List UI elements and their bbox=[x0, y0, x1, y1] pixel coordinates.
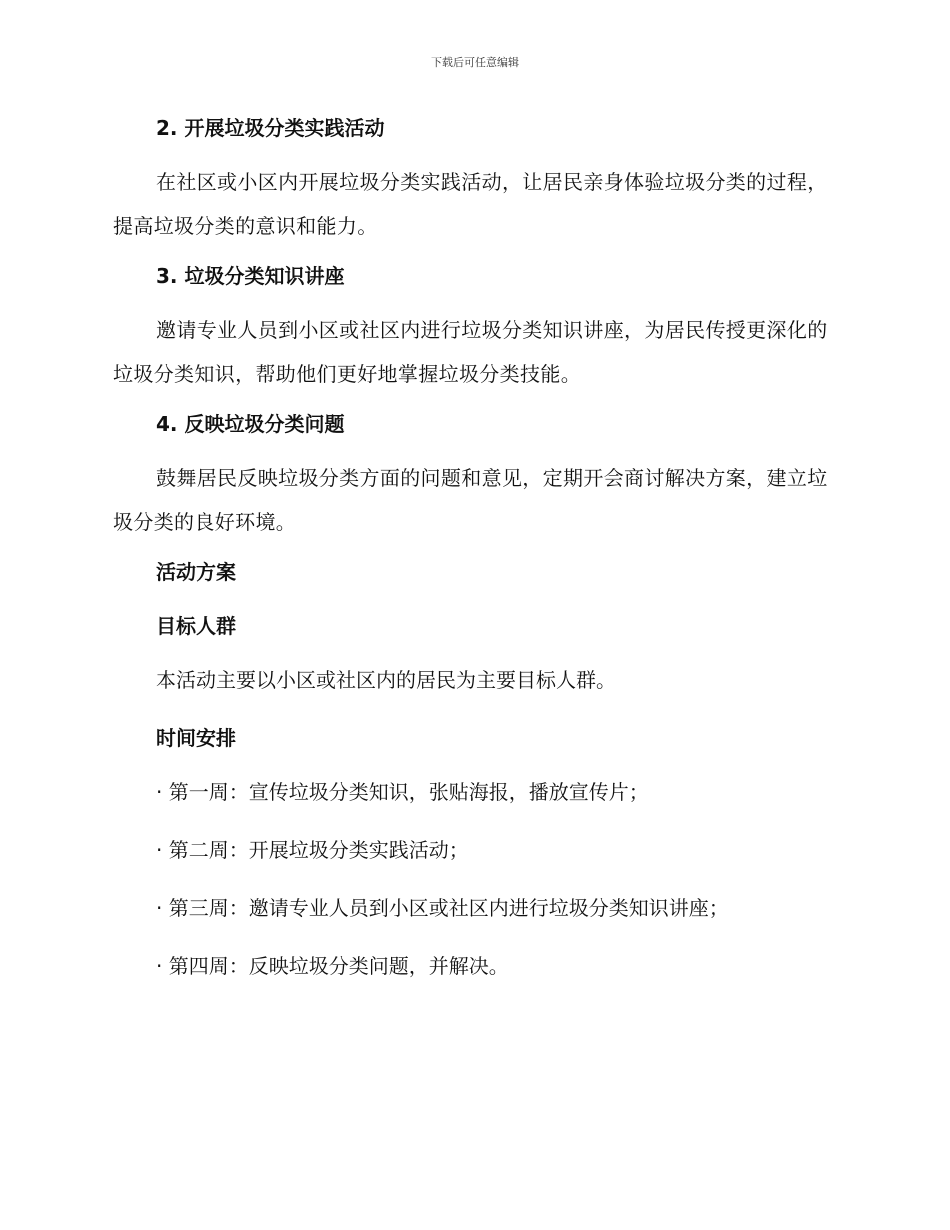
section-4-paragraph: 鼓舞居民反映垃圾分类方面的问题和意见，定期开会商讨解决方案，建立垃圾分类的良好环境。 bbox=[113, 466, 828, 534]
schedule-item: · 第二周：开展垃圾分类实践活动； bbox=[156, 838, 469, 862]
target-audience-paragraph: 本活动主要以小区或社区内的居民为主要目标人群。 bbox=[156, 668, 616, 692]
schedule-heading: 时间安排 bbox=[156, 726, 236, 750]
section-3-heading: 3. 垃圾分类知识讲座 bbox=[156, 264, 345, 288]
activity-plan-heading: 活动方案 bbox=[156, 560, 236, 584]
section-2-heading: 2. 开展垃圾分类实践活动 bbox=[156, 116, 385, 140]
document-body bbox=[113, 112, 833, 1008]
schedule-item: · 第一周：宣传垃圾分类知识，张贴海报，播放宣传片； bbox=[156, 780, 649, 804]
schedule-item: · 第四周：反映垃圾分类问题，并解决。 bbox=[156, 954, 509, 978]
section-4-heading: 4. 反映垃圾分类问题 bbox=[156, 412, 345, 436]
section-2-paragraph: 在社区或小区内开展垃圾分类实践活动，让居民亲身体验垃圾分类的过程，提高垃圾分类的意识和能力。 bbox=[113, 170, 828, 238]
header-note: 下载后可任意编辑 bbox=[431, 56, 519, 69]
section-3-paragraph: 邀请专业人员到小区或社区内进行垃圾分类知识讲座，为居民传授更深化的垃圾分类知识，帮助他们更好地掌握垃圾分类技能。 bbox=[113, 318, 828, 386]
target-audience-heading: 目标人群 bbox=[156, 614, 236, 638]
schedule-item: · 第三周：邀请专业人员到小区或社区内进行垃圾分类知识讲座； bbox=[156, 896, 729, 920]
